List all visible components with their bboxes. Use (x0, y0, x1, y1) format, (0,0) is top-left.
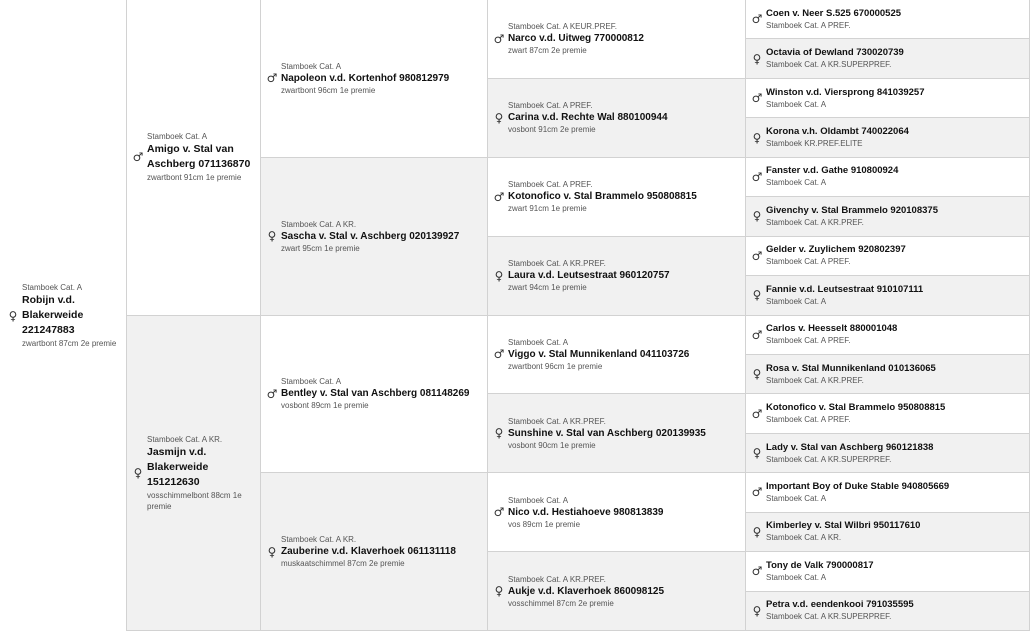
horse-details: muskaatschimmel 87cm 2e premie (281, 559, 405, 569)
sex-icon: ♀ (8, 308, 18, 323)
stamboek-label: Stamboek Cat. A KR.PREF. (508, 416, 606, 426)
pedigree-great-great-grandparent (746, 118, 1030, 157)
male-icon: ♂ (751, 248, 763, 263)
horse-name[interactable]: Narco v.d. Uitweg 770000812 (508, 33, 644, 45)
horse-details: vosbont 91cm 2e premie (508, 125, 596, 135)
horse-info (766, 126, 909, 149)
horse-details: zwart 95cm 1e premie (281, 243, 360, 253)
stamboek-label: Stamboek Cat. A (508, 337, 569, 347)
female-icon: ♀ (752, 524, 762, 539)
horse-name[interactable]: Octavia of Dewland 730020739 (766, 47, 904, 59)
stamboek-label: Stamboek KR.PREF.ELITE (766, 139, 863, 149)
male-icon: ♂ (751, 406, 763, 421)
stamboek-label: Stamboek Cat. A (281, 61, 342, 71)
pedigree-parent (127, 0, 261, 316)
stamboek-label: Stamboek Cat. A KR.SUPERPREF. (766, 454, 892, 464)
horse-name[interactable]: Carina v.d. Rechte Wal 880100944 (508, 112, 668, 124)
stamboek-label: Stamboek Cat. A KR. (766, 533, 842, 543)
horse-name[interactable]: Nico v.d. Hestiahoeve 980813839 (508, 506, 664, 518)
horse-name[interactable]: Sunshine v. Stal van Aschberg 020139935 (508, 427, 706, 439)
pedigree-great-great-grandparent (746, 513, 1030, 552)
horse-info (766, 8, 901, 31)
stamboek-label: Stamboek Cat. A (508, 495, 569, 505)
stamboek-label: Stamboek Cat. A KR. (281, 535, 357, 545)
horse-details: vosbont 90cm 1e premie (508, 440, 596, 450)
horse-info (281, 219, 459, 254)
stamboek-label: Stamboek Cat. A KR.PREF. (508, 574, 606, 584)
pedigree-great-great-grandparent (746, 434, 1030, 473)
male-icon: ♂ (266, 71, 278, 86)
horse-name[interactable]: Winston v.d. Viersprong 841039257 (766, 86, 925, 98)
pedigree-grandparent (261, 316, 488, 474)
horse-name[interactable]: Amigo v. Stal van Aschberg 071136870 (147, 143, 251, 171)
male-icon: ♂ (266, 386, 278, 401)
female-icon: ♀ (494, 426, 504, 441)
horse-info (508, 574, 664, 609)
horse-info (281, 376, 469, 411)
horse-info (766, 165, 898, 188)
horse-name[interactable]: Fanster v.d. Gathe 910800924 (766, 165, 899, 177)
stamboek-label: Stamboek Cat. A KR.PREF. (766, 217, 864, 227)
horse-name[interactable]: Gelder v. Zuylichem 920802397 (766, 244, 906, 256)
male-icon: ♂ (493, 505, 505, 520)
pedigree-great-grandparent (488, 316, 746, 395)
horse-info (766, 363, 936, 386)
horse-info (147, 434, 254, 512)
subject-column (0, 0, 127, 631)
stamboek-label: Stamboek Cat. A KR.SUPERPREF. (766, 60, 892, 70)
horse-info (281, 534, 456, 569)
pedigree-great-great-grandparent (746, 394, 1030, 433)
pedigree-great-great-grandparent (746, 0, 1030, 39)
horse-name[interactable]: Jasmijn v.d. Blakerweide 151212630 (147, 445, 209, 488)
horse-info (766, 244, 906, 267)
pedigree-great-great-grandparent (746, 355, 1030, 394)
horse-info (508, 179, 697, 214)
horse-name[interactable]: Sascha v. Stal v. Aschberg 020139927 (281, 230, 460, 242)
stamboek-label: Stamboek Cat. A KR.PREF. (766, 375, 864, 385)
horse-details: zwartbont 96cm 1e premie (508, 361, 603, 371)
pedigree-subject (0, 0, 127, 631)
stamboek-label: Stamboek Cat. A (22, 283, 83, 292)
horse-name[interactable]: Napoleon v.d. Kortenhof 980812979 (281, 72, 450, 84)
pedigree-great-grandparent (488, 237, 746, 316)
horse-name[interactable]: Tony de Valk 790000817 (766, 559, 874, 571)
pedigree-parent (127, 316, 261, 631)
horse-info (766, 402, 945, 425)
horse-info (766, 205, 938, 228)
stamboek-label: Stamboek Cat. A PREF. (766, 415, 851, 425)
horse-info (766, 47, 904, 70)
stamboek-label: Stamboek Cat. A KEUR.PREF. (508, 22, 617, 32)
horse-name[interactable]: Coen v. Neer S.525 670000525 (766, 7, 902, 19)
pedigree-great-great-grandparent (746, 592, 1030, 631)
pedigree-great-great-grandparent (746, 197, 1030, 236)
horse-info (766, 87, 925, 110)
horse-name[interactable]: Robijn v.d. Blakerweide 221247883 (22, 294, 84, 336)
female-icon: ♀ (267, 544, 277, 559)
male-icon: ♂ (493, 31, 505, 46)
horse-name[interactable]: Kimberley v. Stal Wilbri 950117610 (766, 520, 921, 532)
horse-info (508, 258, 670, 293)
stamboek-label: Stamboek Cat. A (766, 572, 827, 582)
horse-details: vosschimmel 87cm 2e premie (508, 598, 614, 608)
pedigree-great-grandparent (488, 158, 746, 237)
female-icon: ♀ (752, 446, 762, 461)
horse-info (766, 481, 949, 504)
horse-info (766, 323, 897, 346)
horse-name[interactable]: Givenchy v. Stal Brammelo 920108375 (766, 204, 938, 216)
female-icon: ♀ (752, 603, 762, 618)
male-icon: ♂ (493, 347, 505, 362)
pedigree-great-grandparent (488, 79, 746, 158)
stamboek-label: Stamboek Cat. A PREF. (766, 20, 851, 30)
horse-details: zwart 94cm 1e premie (508, 283, 587, 293)
stamboek-label: Stamboek Cat. A (766, 296, 827, 306)
horse-info (766, 442, 933, 465)
stamboek-label: Stamboek Cat. A PREF. (766, 257, 851, 267)
horse-name[interactable]: Important Boy of Duke Stable 940805669 (766, 480, 950, 492)
pedigree-great-great-grandparent (746, 237, 1030, 276)
horse-details: zwart 87cm 2e premie (508, 46, 587, 56)
pedigree-great-great-grandparent (746, 316, 1030, 355)
horse-name[interactable]: Korona v.h. Oldambt 740022064 (766, 126, 909, 138)
stamboek-label: Stamboek Cat. A (147, 132, 208, 142)
horse-name[interactable]: Laura v.d. Leutsestraat 960120757 (508, 270, 670, 282)
horse-info (766, 520, 920, 543)
stamboek-label: Stamboek Cat. A PREF. (508, 180, 593, 190)
horse-details: vos 89cm 1e premie (508, 519, 581, 529)
pedigree-great-great-grandparent (746, 39, 1030, 78)
male-icon: ♂ (751, 12, 763, 27)
horse-details: zwartbont 87cm 2e premie (22, 339, 117, 348)
male-icon: ♂ (751, 169, 763, 184)
female-icon: ♀ (752, 209, 762, 224)
horse-name[interactable]: Bentley v. Stal van Aschberg 081148269 (281, 388, 470, 400)
horse-info (766, 599, 914, 622)
horse-details: zwartbont 96cm 1e premie (281, 85, 376, 95)
horse-name[interactable]: Fannie v.d. Leutsestraat 910107111 (766, 283, 924, 295)
male-icon: ♂ (493, 189, 505, 204)
pedigree-great-great-grandparent (746, 552, 1030, 591)
female-icon: ♀ (752, 51, 762, 66)
horse-info (508, 100, 668, 135)
stamboek-label: Stamboek Cat. A PREF. (766, 336, 851, 346)
stamboek-label: Stamboek Cat. A KR.PREF. (508, 259, 606, 269)
female-icon: ♀ (752, 288, 762, 303)
horse-info (22, 282, 122, 349)
male-icon: ♂ (751, 327, 763, 342)
horse-name[interactable]: Lady v. Stal van Aschberg 960121838 (766, 441, 934, 453)
horse-info (508, 21, 644, 56)
pedigree-great-grandparent (488, 0, 746, 79)
pedigree-grandparent (261, 473, 488, 631)
pedigree-great-great-grandparent (746, 276, 1030, 315)
pedigree-great-great-grandparent (746, 473, 1030, 512)
horse-details: zwartbont 91cm 1e premie (147, 173, 242, 183)
horse-details: vosbont 89cm 1e premie (281, 401, 369, 411)
female-icon: ♀ (494, 584, 504, 599)
male-icon: ♂ (751, 564, 763, 579)
stamboek-label: Stamboek Cat. A (766, 99, 827, 109)
horse-name[interactable]: Zauberine v.d. Klaverhoek 061131118 (281, 546, 456, 558)
stamboek-label: Stamboek Cat. A KR. (147, 434, 223, 444)
horse-name[interactable]: Kotonofico v. Stal Brammelo 950808815 (766, 402, 946, 414)
male-icon: ♂ (132, 150, 144, 165)
pedigree-grandparent (261, 158, 488, 316)
female-icon: ♀ (133, 465, 143, 480)
stamboek-label: Stamboek Cat. A (766, 178, 827, 188)
stamboek-label: Stamboek Cat. A (281, 377, 342, 387)
horse-details: zwart 91cm 1e premie (508, 204, 587, 214)
horse-info (766, 560, 874, 583)
pedigree-great-grandparent (488, 394, 746, 473)
pedigree-grandparent (261, 0, 488, 158)
pedigree-great-grandparent (488, 552, 746, 631)
horse-details: vosschimmelbont 88cm 1e premie (147, 490, 242, 511)
pedigree-great-great-grandparent (746, 158, 1030, 197)
female-icon: ♀ (267, 229, 277, 244)
pedigree-great-grandparent (488, 473, 746, 552)
male-icon: ♂ (751, 91, 763, 106)
stamboek-label: Stamboek Cat. A (766, 493, 827, 503)
pedigree-great-great-grandparent (746, 79, 1030, 118)
horse-info (281, 61, 449, 96)
female-icon: ♀ (752, 367, 762, 382)
female-icon: ♀ (494, 110, 504, 125)
horse-name[interactable]: Aukje v.d. Klaverhoek 860098125 (508, 585, 665, 597)
horse-info (147, 131, 254, 183)
stamboek-label: Stamboek Cat. A KR. (281, 219, 357, 229)
horse-info (766, 284, 923, 307)
stamboek-label: Stamboek Cat. A PREF. (508, 101, 593, 111)
horse-name[interactable]: Kotonofico v. Stal Brammelo 950808815 (508, 191, 697, 203)
horse-name[interactable]: Rosa v. Stal Munnikenland 010136065 (766, 362, 936, 374)
male-icon: ♂ (751, 485, 763, 500)
female-icon: ♀ (494, 268, 504, 283)
horse-name[interactable]: Petra v.d. eendenkooi 791035595 (766, 599, 914, 611)
stamboek-label: Stamboek Cat. A KR.SUPERPREF. (766, 612, 892, 622)
horse-name[interactable]: Viggo v. Stal Munnikenland 041103726 (508, 348, 690, 360)
female-icon: ♀ (752, 130, 762, 145)
horse-info (508, 495, 663, 530)
horse-name[interactable]: Carlos v. Heesselt 880001048 (766, 323, 898, 335)
horse-info (508, 416, 706, 451)
horse-info (508, 337, 689, 372)
